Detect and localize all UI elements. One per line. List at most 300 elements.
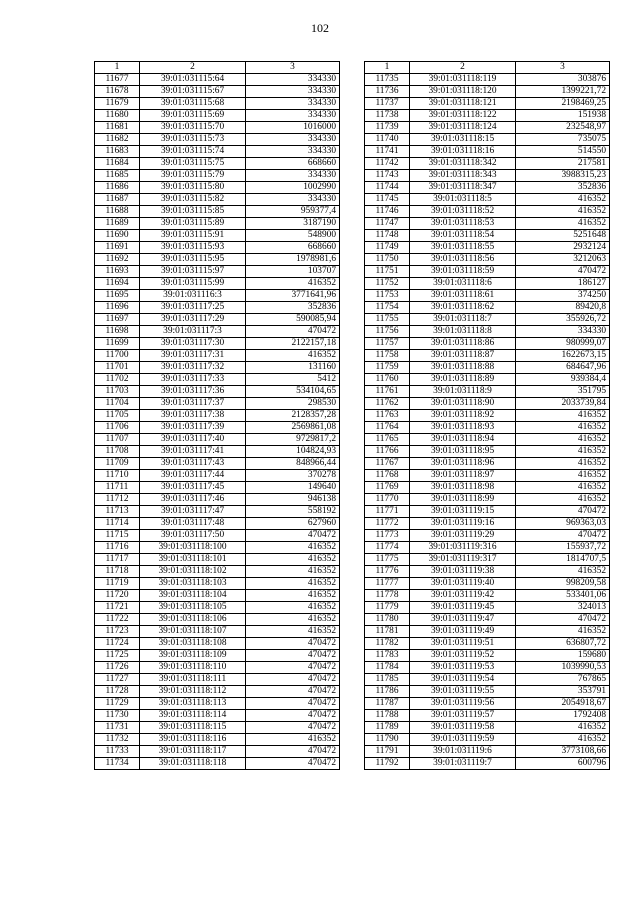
cadastral-number-cell: 39:01:031118:343 bbox=[410, 170, 516, 182]
row-number-cell: 11689 bbox=[95, 218, 140, 230]
cadastral-number-cell: 39:01:031119:54 bbox=[410, 674, 516, 686]
cadastral-number-cell: 39:01:031118:121 bbox=[410, 98, 516, 110]
value-cell: 416352 bbox=[516, 434, 610, 446]
row-number-cell: 11781 bbox=[365, 626, 410, 638]
table-row bbox=[365, 626, 610, 638]
table-row bbox=[365, 710, 610, 722]
cadastral-number-cell: 39:01:031118:93 bbox=[410, 422, 516, 434]
row-number-cell: 11710 bbox=[95, 470, 140, 482]
value-cell: 470472 bbox=[246, 326, 340, 338]
value-cell: 416352 bbox=[516, 446, 610, 458]
value-cell: 1399221,72 bbox=[516, 86, 610, 98]
table-row bbox=[95, 626, 340, 638]
table-row bbox=[365, 158, 610, 170]
value-cell: 5251648 bbox=[516, 230, 610, 242]
table-row bbox=[365, 674, 610, 686]
row-number-cell: 11757 bbox=[365, 338, 410, 350]
cadastral-number-cell: 39:01:031115:74 bbox=[140, 146, 246, 158]
table-row bbox=[95, 410, 340, 422]
table-row bbox=[95, 590, 340, 602]
cadastral-number-cell: 39:01:031119:57 bbox=[410, 710, 516, 722]
table-row bbox=[365, 254, 610, 266]
row-number-cell: 11728 bbox=[95, 686, 140, 698]
value-cell: 470472 bbox=[246, 662, 340, 674]
value-cell: 416352 bbox=[516, 218, 610, 230]
row-number-cell: 11709 bbox=[95, 458, 140, 470]
value-cell: 89420,8 bbox=[516, 302, 610, 314]
column-header-2: 2 bbox=[410, 62, 516, 74]
row-number-cell: 11791 bbox=[365, 746, 410, 758]
cadastral-number-cell: 39:01:031119:6 bbox=[410, 746, 516, 758]
table-row bbox=[365, 686, 610, 698]
row-number-cell: 11706 bbox=[95, 422, 140, 434]
table-row bbox=[365, 530, 610, 542]
table-row bbox=[365, 374, 610, 386]
cadastral-number-cell: 39:01:031118:55 bbox=[410, 242, 516, 254]
row-number-cell: 11784 bbox=[365, 662, 410, 674]
row-number-cell: 11775 bbox=[365, 554, 410, 566]
table-row bbox=[365, 422, 610, 434]
table-row bbox=[95, 362, 340, 374]
table-row bbox=[365, 194, 610, 206]
table-row bbox=[95, 614, 340, 626]
table-row bbox=[365, 566, 610, 578]
value-cell: 470472 bbox=[246, 722, 340, 734]
page-number: 102 bbox=[311, 21, 329, 35]
row-number-cell: 11741 bbox=[365, 146, 410, 158]
row-number-cell: 11677 bbox=[95, 74, 140, 86]
row-number-cell: 11723 bbox=[95, 626, 140, 638]
table-row bbox=[95, 686, 340, 698]
row-number-cell: 11717 bbox=[95, 554, 140, 566]
table-row bbox=[365, 326, 610, 338]
table-row bbox=[365, 758, 610, 770]
table-row bbox=[365, 650, 610, 662]
cadastral-number-cell: 39:01:031115:91 bbox=[140, 230, 246, 242]
cadastral-number-cell: 39:01:031115:82 bbox=[140, 194, 246, 206]
cadastral-number-cell: 39:01:031115:95 bbox=[140, 254, 246, 266]
row-number-cell: 11758 bbox=[365, 350, 410, 362]
row-number-cell: 11690 bbox=[95, 230, 140, 242]
row-number-cell: 11726 bbox=[95, 662, 140, 674]
row-number-cell: 11759 bbox=[365, 362, 410, 374]
cadastral-number-cell: 39:01:031115:93 bbox=[140, 242, 246, 254]
row-number-cell: 11740 bbox=[365, 134, 410, 146]
table-row bbox=[95, 122, 340, 134]
cadastral-number-cell: 39:01:031119:52 bbox=[410, 650, 516, 662]
row-number-cell: 11683 bbox=[95, 146, 140, 158]
value-cell: 334330 bbox=[246, 110, 340, 122]
cadastral-number-cell: 39:01:031118:103 bbox=[140, 578, 246, 590]
value-cell: 155937,72 bbox=[516, 542, 610, 554]
left-table-body bbox=[95, 74, 340, 770]
table-row bbox=[95, 230, 340, 242]
value-cell: 416352 bbox=[246, 578, 340, 590]
row-number-cell: 11736 bbox=[365, 86, 410, 98]
value-cell: 334330 bbox=[246, 134, 340, 146]
table-row bbox=[365, 110, 610, 122]
table-row bbox=[365, 134, 610, 146]
cadastral-number-cell: 39:01:031119:16 bbox=[410, 518, 516, 530]
row-number-cell: 11680 bbox=[95, 110, 140, 122]
row-number-cell: 11700 bbox=[95, 350, 140, 362]
column-header-3: 3 bbox=[246, 62, 340, 74]
row-number-cell: 11771 bbox=[365, 506, 410, 518]
column-header-1: 1 bbox=[365, 62, 410, 74]
cadastral-number-cell: 39:01:031118:15 bbox=[410, 134, 516, 146]
value-cell: 416352 bbox=[516, 722, 610, 734]
value-cell: 534104,65 bbox=[246, 386, 340, 398]
cadastral-number-cell: 39:01:031117:32 bbox=[140, 362, 246, 374]
table-row bbox=[95, 374, 340, 386]
value-cell: 416352 bbox=[516, 206, 610, 218]
cadastral-number-cell: 39:01:031118:88 bbox=[410, 362, 516, 374]
value-cell: 2128357,28 bbox=[246, 410, 340, 422]
value-cell: 103707 bbox=[246, 266, 340, 278]
cadastral-number-cell: 39:01:031115:64 bbox=[140, 74, 246, 86]
row-number-cell: 11731 bbox=[95, 722, 140, 734]
value-cell: 470472 bbox=[246, 530, 340, 542]
value-cell: 668660 bbox=[246, 158, 340, 170]
cadastral-number-cell: 39:01:031117:30 bbox=[140, 338, 246, 350]
table-row bbox=[365, 746, 610, 758]
row-number-cell: 11739 bbox=[365, 122, 410, 134]
value-cell: 353791 bbox=[516, 686, 610, 698]
value-cell: 416352 bbox=[516, 734, 610, 746]
row-number-cell: 11753 bbox=[365, 290, 410, 302]
cadastral-number-cell: 39:01:031118:116 bbox=[140, 734, 246, 746]
cadastral-number-cell: 39:01:031118:62 bbox=[410, 302, 516, 314]
value-cell: 334330 bbox=[246, 170, 340, 182]
cadastral-number-cell: 39:01:031118:54 bbox=[410, 230, 516, 242]
row-number-cell: 11792 bbox=[365, 758, 410, 770]
table-row bbox=[365, 614, 610, 626]
right-table-body bbox=[365, 74, 610, 770]
value-cell: 470472 bbox=[516, 266, 610, 278]
value-cell: 416352 bbox=[246, 542, 340, 554]
row-number-cell: 11776 bbox=[365, 566, 410, 578]
row-number-cell: 11789 bbox=[365, 722, 410, 734]
table-row bbox=[95, 758, 340, 770]
cadastral-number-cell: 39:01:031115:80 bbox=[140, 182, 246, 194]
table-row bbox=[95, 326, 340, 338]
cadastral-number-cell: 39:01:031117:39 bbox=[140, 422, 246, 434]
cadastral-number-cell: 39:01:031115:70 bbox=[140, 122, 246, 134]
table-row bbox=[365, 314, 610, 326]
cadastral-number-cell: 39:01:031119:316 bbox=[410, 542, 516, 554]
value-cell: 470472 bbox=[516, 506, 610, 518]
row-number-cell: 11755 bbox=[365, 314, 410, 326]
value-cell: 470472 bbox=[246, 698, 340, 710]
value-cell: 104824,93 bbox=[246, 446, 340, 458]
table-row bbox=[365, 410, 610, 422]
table-row bbox=[95, 146, 340, 158]
cadastral-number-cell: 39:01:031118:89 bbox=[410, 374, 516, 386]
row-number-cell: 11711 bbox=[95, 482, 140, 494]
cadastral-number-cell: 39:01:031119:15 bbox=[410, 506, 516, 518]
value-cell: 470472 bbox=[246, 650, 340, 662]
cadastral-number-cell: 39:01:031117:45 bbox=[140, 482, 246, 494]
row-number-cell: 11773 bbox=[365, 530, 410, 542]
value-cell: 533401,06 bbox=[516, 590, 610, 602]
row-number-cell: 11688 bbox=[95, 206, 140, 218]
row-number-cell: 11779 bbox=[365, 602, 410, 614]
table-row bbox=[95, 482, 340, 494]
cadastral-number-cell: 39:01:031117:36 bbox=[140, 386, 246, 398]
cadastral-number-cell: 39:01:031117:25 bbox=[140, 302, 246, 314]
table-row bbox=[365, 578, 610, 590]
value-cell: 470472 bbox=[246, 686, 340, 698]
cadastral-number-cell: 39:01:031117:46 bbox=[140, 494, 246, 506]
value-cell: 3988315,23 bbox=[516, 170, 610, 182]
table-row bbox=[95, 110, 340, 122]
value-cell: 416352 bbox=[246, 734, 340, 746]
cadastral-number-cell: 39:01:031119:29 bbox=[410, 530, 516, 542]
row-number-cell: 11743 bbox=[365, 170, 410, 182]
row-number-cell: 11754 bbox=[365, 302, 410, 314]
row-number-cell: 11729 bbox=[95, 698, 140, 710]
column-header-2: 2 bbox=[140, 62, 246, 74]
cadastral-number-cell: 39:01:031119:45 bbox=[410, 602, 516, 614]
value-cell: 416352 bbox=[246, 278, 340, 290]
cadastral-number-cell: 39:01:031118:107 bbox=[140, 626, 246, 638]
row-number-cell: 11785 bbox=[365, 674, 410, 686]
value-cell: 334330 bbox=[246, 74, 340, 86]
row-number-cell: 11727 bbox=[95, 674, 140, 686]
row-number-cell: 11715 bbox=[95, 530, 140, 542]
right-table bbox=[364, 61, 610, 770]
table-row bbox=[365, 302, 610, 314]
table-row bbox=[365, 218, 610, 230]
value-cell: 3771641,96 bbox=[246, 290, 340, 302]
value-cell: 969363,03 bbox=[516, 518, 610, 530]
cadastral-number-cell: 39:01:031118:92 bbox=[410, 410, 516, 422]
row-number-cell: 11724 bbox=[95, 638, 140, 650]
cadastral-number-cell: 39:01:031118:112 bbox=[140, 686, 246, 698]
row-number-cell: 11787 bbox=[365, 698, 410, 710]
cadastral-number-cell: 39:01:031115:73 bbox=[140, 134, 246, 146]
value-cell: 3187190 bbox=[246, 218, 340, 230]
cadastral-number-cell: 39:01:031118:120 bbox=[410, 86, 516, 98]
cadastral-number-cell: 39:01:031115:67 bbox=[140, 86, 246, 98]
cadastral-number-cell: 39:01:031118:86 bbox=[410, 338, 516, 350]
cadastral-number-cell: 39:01:031119:49 bbox=[410, 626, 516, 638]
row-number-cell: 11692 bbox=[95, 254, 140, 266]
row-number-cell: 11762 bbox=[365, 398, 410, 410]
cadastral-number-cell: 39:01:031118:101 bbox=[140, 554, 246, 566]
value-cell: 2054918,67 bbox=[516, 698, 610, 710]
table-row bbox=[365, 278, 610, 290]
row-number-cell: 11768 bbox=[365, 470, 410, 482]
cadastral-number-cell: 39:01:031117:50 bbox=[140, 530, 246, 542]
row-number-cell: 11748 bbox=[365, 230, 410, 242]
row-number-cell: 11763 bbox=[365, 410, 410, 422]
row-number-cell: 11694 bbox=[95, 278, 140, 290]
value-cell: 1792408 bbox=[516, 710, 610, 722]
table-row bbox=[95, 134, 340, 146]
cadastral-number-cell: 39:01:031117:29 bbox=[140, 314, 246, 326]
value-cell: 416352 bbox=[246, 566, 340, 578]
value-cell: 159680 bbox=[516, 650, 610, 662]
value-cell: 334330 bbox=[246, 194, 340, 206]
table-row bbox=[95, 182, 340, 194]
table-row bbox=[95, 242, 340, 254]
value-cell: 470472 bbox=[246, 758, 340, 770]
left-table bbox=[94, 61, 340, 770]
row-number-cell: 11756 bbox=[365, 326, 410, 338]
table-row bbox=[95, 218, 340, 230]
cadastral-number-cell: 39:01:031118:124 bbox=[410, 122, 516, 134]
cadastral-number-cell: 39:01:031117:3 bbox=[140, 326, 246, 338]
row-number-cell: 11786 bbox=[365, 686, 410, 698]
cadastral-number-cell: 39:01:031119:40 bbox=[410, 578, 516, 590]
cadastral-number-cell: 39:01:031118:52 bbox=[410, 206, 516, 218]
row-number-cell: 11766 bbox=[365, 446, 410, 458]
value-cell: 416352 bbox=[516, 422, 610, 434]
value-cell: 636807,72 bbox=[516, 638, 610, 650]
row-number-cell: 11705 bbox=[95, 410, 140, 422]
cadastral-number-cell: 39:01:031115:68 bbox=[140, 98, 246, 110]
value-cell: 1814707,5 bbox=[516, 554, 610, 566]
table-row bbox=[365, 398, 610, 410]
cadastral-number-cell: 39:01:031118:53 bbox=[410, 218, 516, 230]
value-cell: 351795 bbox=[516, 386, 610, 398]
value-cell: 149640 bbox=[246, 482, 340, 494]
value-cell: 2122157,18 bbox=[246, 338, 340, 350]
row-number-cell: 11687 bbox=[95, 194, 140, 206]
table-row bbox=[365, 602, 610, 614]
table-row bbox=[95, 650, 340, 662]
row-number-cell: 11745 bbox=[365, 194, 410, 206]
value-cell: 352836 bbox=[516, 182, 610, 194]
table-row bbox=[95, 350, 340, 362]
table-row bbox=[95, 638, 340, 650]
cadastral-number-cell: 39:01:031115:79 bbox=[140, 170, 246, 182]
cadastral-number-cell: 39:01:031118:94 bbox=[410, 434, 516, 446]
row-number-cell: 11744 bbox=[365, 182, 410, 194]
row-number-cell: 11730 bbox=[95, 710, 140, 722]
cadastral-number-cell: 39:01:031117:44 bbox=[140, 470, 246, 482]
cadastral-number-cell: 39:01:031119:56 bbox=[410, 698, 516, 710]
row-number-cell: 11722 bbox=[95, 614, 140, 626]
value-cell: 2198469,25 bbox=[516, 98, 610, 110]
row-number-cell: 11734 bbox=[95, 758, 140, 770]
table-row bbox=[95, 566, 340, 578]
table-row bbox=[95, 554, 340, 566]
table-row bbox=[95, 398, 340, 410]
table-row bbox=[365, 182, 610, 194]
value-cell: 5412 bbox=[246, 374, 340, 386]
cadastral-number-cell: 39:01:031117:37 bbox=[140, 398, 246, 410]
row-number-cell: 11770 bbox=[365, 494, 410, 506]
table-row bbox=[95, 710, 340, 722]
row-number-cell: 11719 bbox=[95, 578, 140, 590]
cadastral-number-cell: 39:01:031118:104 bbox=[140, 590, 246, 602]
table-row bbox=[95, 302, 340, 314]
cadastral-number-cell: 39:01:031116:3 bbox=[140, 290, 246, 302]
cadastral-number-cell: 39:01:031119:55 bbox=[410, 686, 516, 698]
cadastral-number-cell: 39:01:031119:51 bbox=[410, 638, 516, 650]
table-row bbox=[365, 266, 610, 278]
value-cell: 416352 bbox=[516, 482, 610, 494]
cadastral-number-cell: 39:01:031118:99 bbox=[410, 494, 516, 506]
row-number-cell: 11684 bbox=[95, 158, 140, 170]
table-row bbox=[95, 98, 340, 110]
cadastral-number-cell: 39:01:031118:114 bbox=[140, 710, 246, 722]
table-row bbox=[365, 494, 610, 506]
value-cell: 131160 bbox=[246, 362, 340, 374]
cadastral-number-cell: 39:01:031118:9 bbox=[410, 386, 516, 398]
column-header-3: 3 bbox=[516, 62, 610, 74]
column-header-1: 1 bbox=[95, 62, 140, 74]
cadastral-number-cell: 39:01:031115:69 bbox=[140, 110, 246, 122]
value-cell: 1016000 bbox=[246, 122, 340, 134]
value-cell: 303876 bbox=[516, 74, 610, 86]
row-number-cell: 11713 bbox=[95, 506, 140, 518]
table-row bbox=[95, 746, 340, 758]
cadastral-number-cell: 39:01:031119:58 bbox=[410, 722, 516, 734]
value-cell: 470472 bbox=[246, 638, 340, 650]
cadastral-number-cell: 39:01:031118:347 bbox=[410, 182, 516, 194]
table-row bbox=[95, 422, 340, 434]
value-cell: 416352 bbox=[246, 602, 340, 614]
cadastral-number-cell: 39:01:031119:59 bbox=[410, 734, 516, 746]
table-row bbox=[365, 434, 610, 446]
cadastral-number-cell: 39:01:031117:48 bbox=[140, 518, 246, 530]
value-cell: 548900 bbox=[246, 230, 340, 242]
value-cell: 2569861,08 bbox=[246, 422, 340, 434]
value-cell: 470472 bbox=[516, 614, 610, 626]
row-number-cell: 11720 bbox=[95, 590, 140, 602]
cadastral-number-cell: 39:01:031118:117 bbox=[140, 746, 246, 758]
cadastral-number-cell: 39:01:031118:105 bbox=[140, 602, 246, 614]
row-number-cell: 11698 bbox=[95, 326, 140, 338]
value-cell: 334330 bbox=[246, 98, 340, 110]
row-number-cell: 11693 bbox=[95, 266, 140, 278]
cadastral-number-cell: 39:01:031115:75 bbox=[140, 158, 246, 170]
cadastral-number-cell: 39:01:031115:89 bbox=[140, 218, 246, 230]
table-row bbox=[95, 578, 340, 590]
row-number-cell: 11697 bbox=[95, 314, 140, 326]
table-row bbox=[365, 146, 610, 158]
value-cell: 334330 bbox=[246, 146, 340, 158]
table-row bbox=[365, 518, 610, 530]
value-cell: 1622673,15 bbox=[516, 350, 610, 362]
table-row bbox=[365, 542, 610, 554]
value-cell: 998209,58 bbox=[516, 578, 610, 590]
row-number-cell: 11735 bbox=[365, 74, 410, 86]
value-cell: 1039990,53 bbox=[516, 662, 610, 674]
row-number-cell: 11678 bbox=[95, 86, 140, 98]
table-row bbox=[365, 662, 610, 674]
cadastral-number-cell: 39:01:031118:115 bbox=[140, 722, 246, 734]
cadastral-number-cell: 39:01:031115:99 bbox=[140, 278, 246, 290]
row-number-cell: 11679 bbox=[95, 98, 140, 110]
cadastral-number-cell: 39:01:031117:38 bbox=[140, 410, 246, 422]
row-number-cell: 11752 bbox=[365, 278, 410, 290]
cadastral-number-cell: 39:01:031118:108 bbox=[140, 638, 246, 650]
table-row bbox=[95, 662, 340, 674]
value-cell: 1002990 bbox=[246, 182, 340, 194]
header-row bbox=[365, 62, 610, 74]
value-cell: 232548,97 bbox=[516, 122, 610, 134]
table-row bbox=[95, 734, 340, 746]
row-number-cell: 11702 bbox=[95, 374, 140, 386]
table-row bbox=[365, 122, 610, 134]
cadastral-number-cell: 39:01:031118:8 bbox=[410, 326, 516, 338]
cadastral-number-cell: 39:01:031118:118 bbox=[140, 758, 246, 770]
value-cell: 735075 bbox=[516, 134, 610, 146]
